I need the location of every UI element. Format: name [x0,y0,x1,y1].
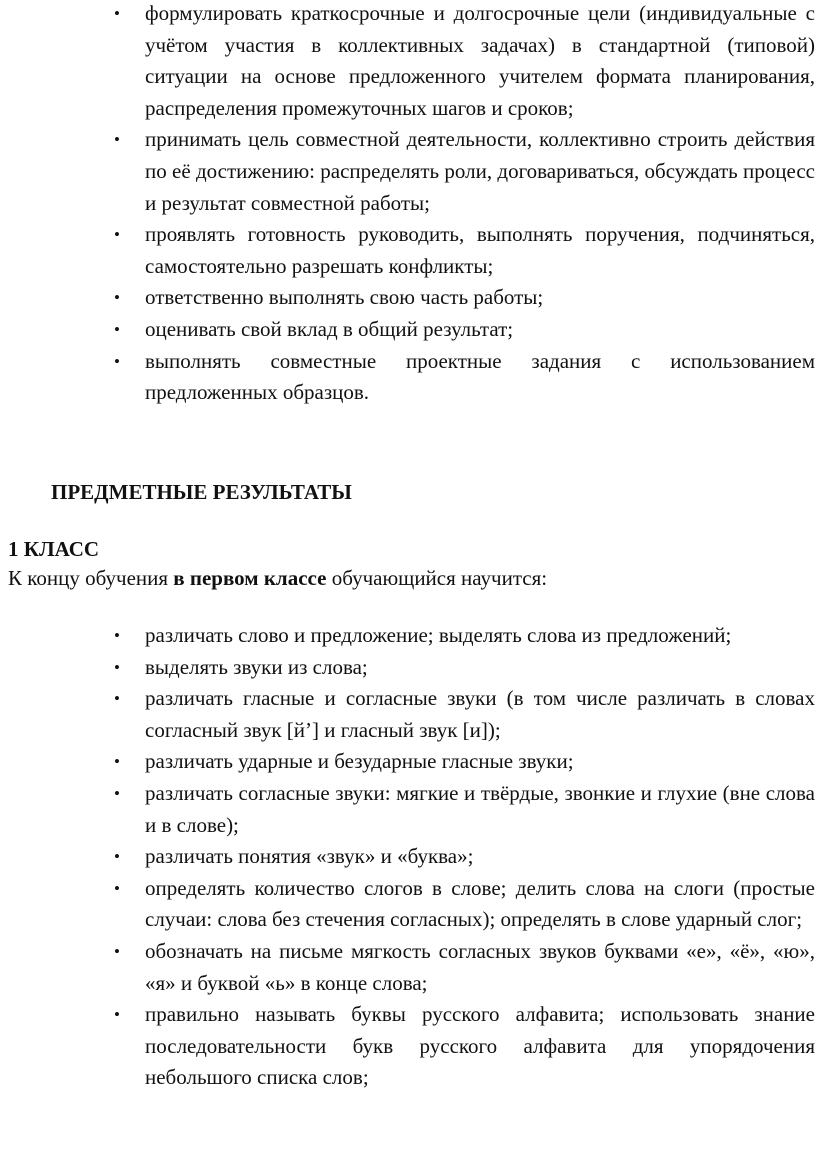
list-item: • определять количество слогов в слове; делить слова на слоги (простые случаи: слова без стечения согласных); определять в слове ударный слог; [145,873,815,936]
intro-text-bold: в первом классе [173,566,327,590]
bullet-list-collaboration [145,0,815,409]
intro-text-after: обучающийся научится: [326,566,548,590]
class-heading: 1 КЛАСС [8,537,100,561]
list-item: • различать ударные и безударные гласные звуки; [145,746,815,778]
intro-text-before: К концу обучения [8,566,174,590]
list-item: • различать слово и предложение; выделять слова из предложений; [145,620,815,652]
list-item: • различать согласные звуки: мягкие и твёрдые, звонкие и глухие (вне слова и в слове); [145,778,815,841]
list-item: • различать гласные и согласные звуки (в том числе различать в словах согласный звук [й’] и гласный звук [и]); [145,683,815,746]
list-item: • оценивать свой вклад в общий результат; [145,314,815,346]
list-item: • выполнять совместные проектные задания с использованием предложенных образцов. [145,346,815,409]
list-item: • проявлять готовность руководить, выполнять поручения, подчиняться, самостоятельно разрешать конфликты; [145,219,815,282]
list-item: • принимать цель совместной деятельности, коллективно строить действия по её достижению: распределять роли, договариваться, обсуждать процесс и результат совместной работы; [145,124,815,219]
list-item: • правильно называть буквы русского алфавита; использовать знание последовательности букв русского алфавита для упорядочения небольшого списка слов; [145,999,815,1094]
bullet-list-subject-results [145,620,815,1094]
list-item: • ответственно выполнять свою часть работы; [145,282,815,314]
list-item: • выделять звуки из слова; [145,652,815,684]
list-item: • формулировать краткосрочные и долгосрочные цели (индивидуальные с учётом участия в коллективных задачах) в стандартной (типовой) ситуации на основе предложенного учителем формата планирования, распределения промежуточных шагов и сроков; [145,0,815,124]
section-heading: ПРЕДМЕТНЫЕ РЕЗУЛЬТАТЫ [51,480,352,504]
intro-paragraph [8,563,547,595]
list-item: • различать понятия «звук» и «буква»; [145,841,815,873]
list-item: • обозначать на письме мягкость согласных звуков буквами «е», «ё», «ю», «я» и буквой «ь» в конце слова; [145,936,815,999]
